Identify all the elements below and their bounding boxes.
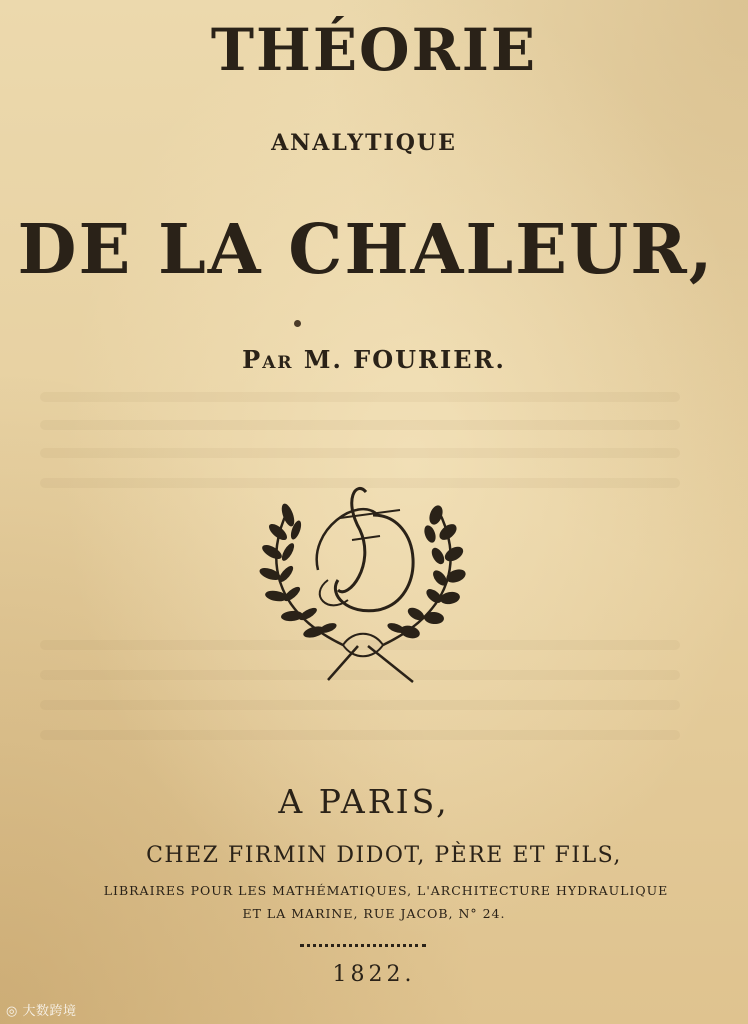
book-title: THÉORIE xyxy=(210,16,538,84)
bleed-through-line xyxy=(40,700,680,710)
imprint-publisher: CHEZ FIRMIN DIDOT, PÈRE ET FILS, xyxy=(146,843,622,868)
ink-spot xyxy=(294,320,301,327)
book-main-title: DE LA CHALEUR, xyxy=(17,210,715,290)
bleed-through-line xyxy=(40,392,680,402)
imprint-year: 1822. xyxy=(332,962,416,987)
bleed-through-line xyxy=(40,420,680,430)
monogram-wreath-icon xyxy=(248,470,478,690)
book-subtitle: ANALYTIQUE xyxy=(271,130,457,156)
imprint-city: A PARIS, xyxy=(278,782,450,821)
imprint-sellers: LIBRAIRES POUR LES MATHÉMATIQUES, L'ARCHITECTURE HYDRAULIQUE xyxy=(103,883,669,898)
bleed-through-line xyxy=(40,448,680,458)
watermark-text: 大数跨境 xyxy=(22,1004,77,1019)
watermark xyxy=(6,1000,77,1019)
imprint-address: ET LA MARINE, RUE JACOB, N° 24. xyxy=(242,906,506,921)
bleed-through-line xyxy=(40,730,680,740)
author-prefix-initial: P xyxy=(242,345,263,374)
author-prefix-rest: AR xyxy=(262,353,294,373)
brand-logo-icon: ◎ xyxy=(6,1004,23,1019)
ornamental-rule xyxy=(300,944,426,950)
author-name: M. FOURIER. xyxy=(293,345,506,374)
author-line xyxy=(0,345,748,374)
